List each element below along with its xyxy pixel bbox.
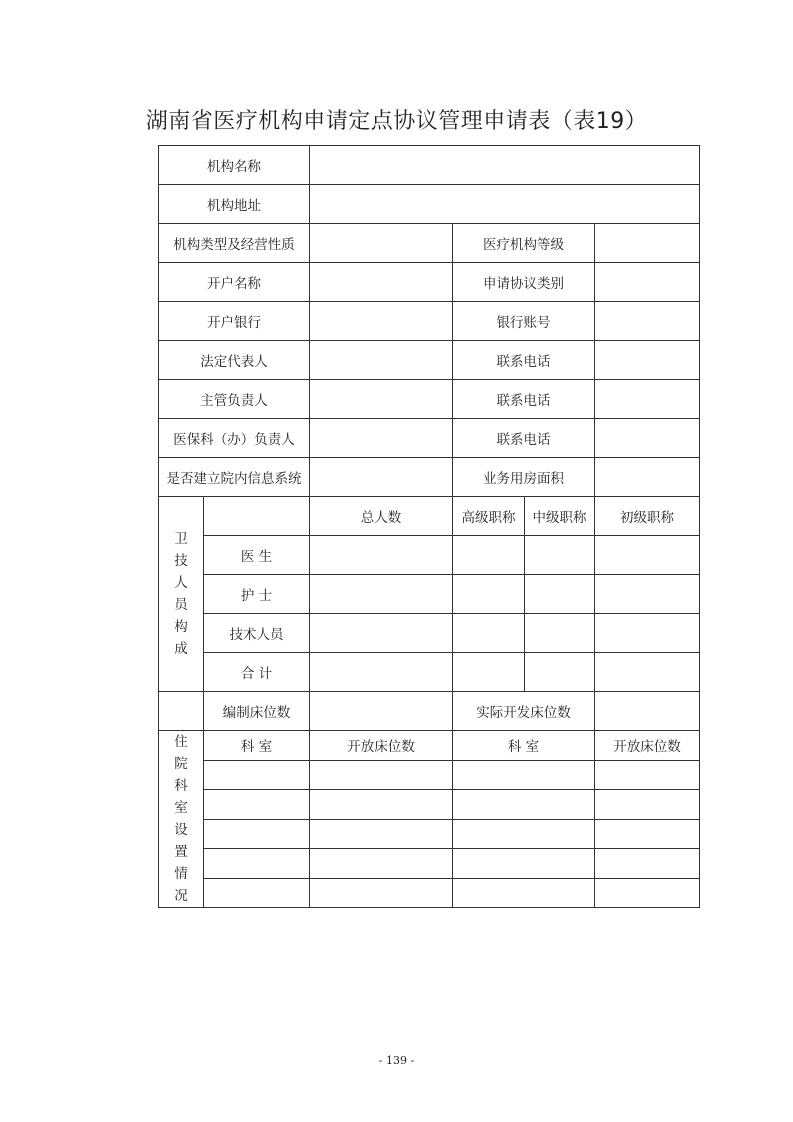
table-row	[159, 185, 700, 224]
dept-beds-input[interactable]	[595, 790, 700, 820]
field-label: 银行账号	[453, 302, 595, 341]
table-row	[159, 341, 700, 380]
table-row	[159, 614, 700, 653]
table-row	[159, 878, 700, 908]
vertical-label-text: 卫技人员构成	[174, 531, 188, 657]
field-value-input[interactable]	[310, 263, 453, 302]
staff-count-input[interactable]	[453, 536, 525, 575]
field-value-input[interactable]	[595, 458, 700, 497]
table-row	[159, 146, 700, 185]
field-value-input[interactable]	[595, 263, 700, 302]
dept-beds-input[interactable]	[310, 760, 453, 790]
dept-beds-input[interactable]	[595, 849, 700, 879]
field-label: 联系电话	[453, 419, 595, 458]
dept-beds-input[interactable]	[310, 878, 453, 908]
field-label: 法定代表人	[159, 341, 310, 380]
blank-cell	[159, 692, 204, 731]
field-value-input[interactable]	[310, 419, 453, 458]
field-value-input[interactable]	[595, 302, 700, 341]
planned-beds-input[interactable]	[310, 692, 453, 731]
table-row	[159, 692, 700, 731]
column-header: 开放床位数	[595, 731, 700, 761]
table-row	[159, 849, 700, 879]
column-header: 中级职称	[525, 497, 595, 536]
field-label: 申请协议类别	[453, 263, 595, 302]
row-label: 护 士	[204, 575, 310, 614]
dept-beds-input[interactable]	[595, 760, 700, 790]
column-header: 科 室	[453, 731, 595, 761]
dept-name-input[interactable]	[453, 849, 595, 879]
staff-count-input[interactable]	[595, 536, 700, 575]
staff-count-input[interactable]	[453, 614, 525, 653]
row-label: 合 计	[204, 653, 310, 692]
staff-count-input[interactable]	[453, 653, 525, 692]
dept-name-input[interactable]	[204, 878, 310, 908]
column-header: 高级职称	[453, 497, 525, 536]
field-label: 开户银行	[159, 302, 310, 341]
table-row	[159, 302, 700, 341]
dept-name-input[interactable]	[204, 760, 310, 790]
column-header: 科 室	[204, 731, 310, 761]
dept-name-input[interactable]	[453, 790, 595, 820]
actual-beds-input[interactable]	[595, 692, 700, 731]
page-number: - 139 -	[378, 1054, 415, 1067]
table-row	[159, 458, 700, 497]
table-row	[159, 731, 700, 761]
dept-side-label	[159, 731, 204, 908]
field-value-input[interactable]	[310, 341, 453, 380]
staff-count-input[interactable]	[453, 575, 525, 614]
staff-side-label	[159, 497, 204, 692]
dept-beds-input[interactable]	[595, 819, 700, 849]
table-row	[159, 819, 700, 849]
dept-name-input[interactable]	[204, 849, 310, 879]
table-row	[159, 224, 700, 263]
field-label: 联系电话	[453, 380, 595, 419]
staff-count-input[interactable]	[525, 653, 595, 692]
table-row	[159, 419, 700, 458]
form-title: 湖南省医疗机构申请定点协议管理申请表（表19）	[145, 109, 648, 134]
blank-header-cell	[204, 497, 310, 536]
field-label: 主管负责人	[159, 380, 310, 419]
field-value-input[interactable]	[310, 224, 453, 263]
staff-count-input[interactable]	[310, 653, 453, 692]
field-label: 机构名称	[159, 146, 310, 185]
staff-count-input[interactable]	[310, 575, 453, 614]
vertical-label-text: 住院科室设置情况	[174, 734, 188, 904]
dept-name-input[interactable]	[204, 819, 310, 849]
staff-count-input[interactable]	[525, 575, 595, 614]
column-header: 初级职称	[595, 497, 700, 536]
application-form-table	[158, 145, 700, 908]
staff-count-input[interactable]	[525, 614, 595, 653]
table-row	[159, 536, 700, 575]
table-row	[159, 497, 700, 536]
field-value-input[interactable]	[595, 419, 700, 458]
field-value-input[interactable]	[595, 380, 700, 419]
staff-count-input[interactable]	[525, 536, 595, 575]
field-label: 是否建立院内信息系统	[159, 458, 310, 497]
field-label: 机构类型及经营性质	[159, 224, 310, 263]
field-value-input[interactable]	[310, 146, 700, 185]
table-row	[159, 653, 700, 692]
dept-beds-input[interactable]	[310, 790, 453, 820]
field-value-input[interactable]	[595, 224, 700, 263]
field-label: 联系电话	[453, 341, 595, 380]
field-label: 实际开发床位数	[453, 692, 595, 731]
staff-count-input[interactable]	[595, 614, 700, 653]
table-row	[159, 790, 700, 820]
staff-count-input[interactable]	[310, 536, 453, 575]
field-value-input[interactable]	[595, 341, 700, 380]
staff-count-input[interactable]	[595, 653, 700, 692]
field-label: 编制床位数	[204, 692, 310, 731]
field-label: 医保科（办）负责人	[159, 419, 310, 458]
table-row	[159, 380, 700, 419]
table-row	[159, 760, 700, 790]
table-row	[159, 263, 700, 302]
field-label: 医疗机构等级	[453, 224, 595, 263]
dept-beds-input[interactable]	[310, 849, 453, 879]
field-value-input[interactable]	[310, 380, 453, 419]
field-value-input[interactable]	[310, 185, 700, 224]
field-label: 机构地址	[159, 185, 310, 224]
dept-name-input[interactable]	[204, 790, 310, 820]
field-value-input[interactable]	[310, 458, 453, 497]
staff-count-input[interactable]	[595, 575, 700, 614]
dept-name-input[interactable]	[453, 760, 595, 790]
staff-count-input[interactable]	[310, 614, 453, 653]
field-label: 开户名称	[159, 263, 310, 302]
row-label: 医 生	[204, 536, 310, 575]
field-label: 业务用房面积	[453, 458, 595, 497]
field-value-input[interactable]	[310, 302, 453, 341]
dept-name-input[interactable]	[453, 819, 595, 849]
table-row	[159, 575, 700, 614]
row-label: 技术人员	[204, 614, 310, 653]
dept-beds-input[interactable]	[595, 878, 700, 908]
column-header: 开放床位数	[310, 731, 453, 761]
dept-name-input[interactable]	[453, 878, 595, 908]
dept-beds-input[interactable]	[310, 819, 453, 849]
column-header: 总人数	[310, 497, 453, 536]
